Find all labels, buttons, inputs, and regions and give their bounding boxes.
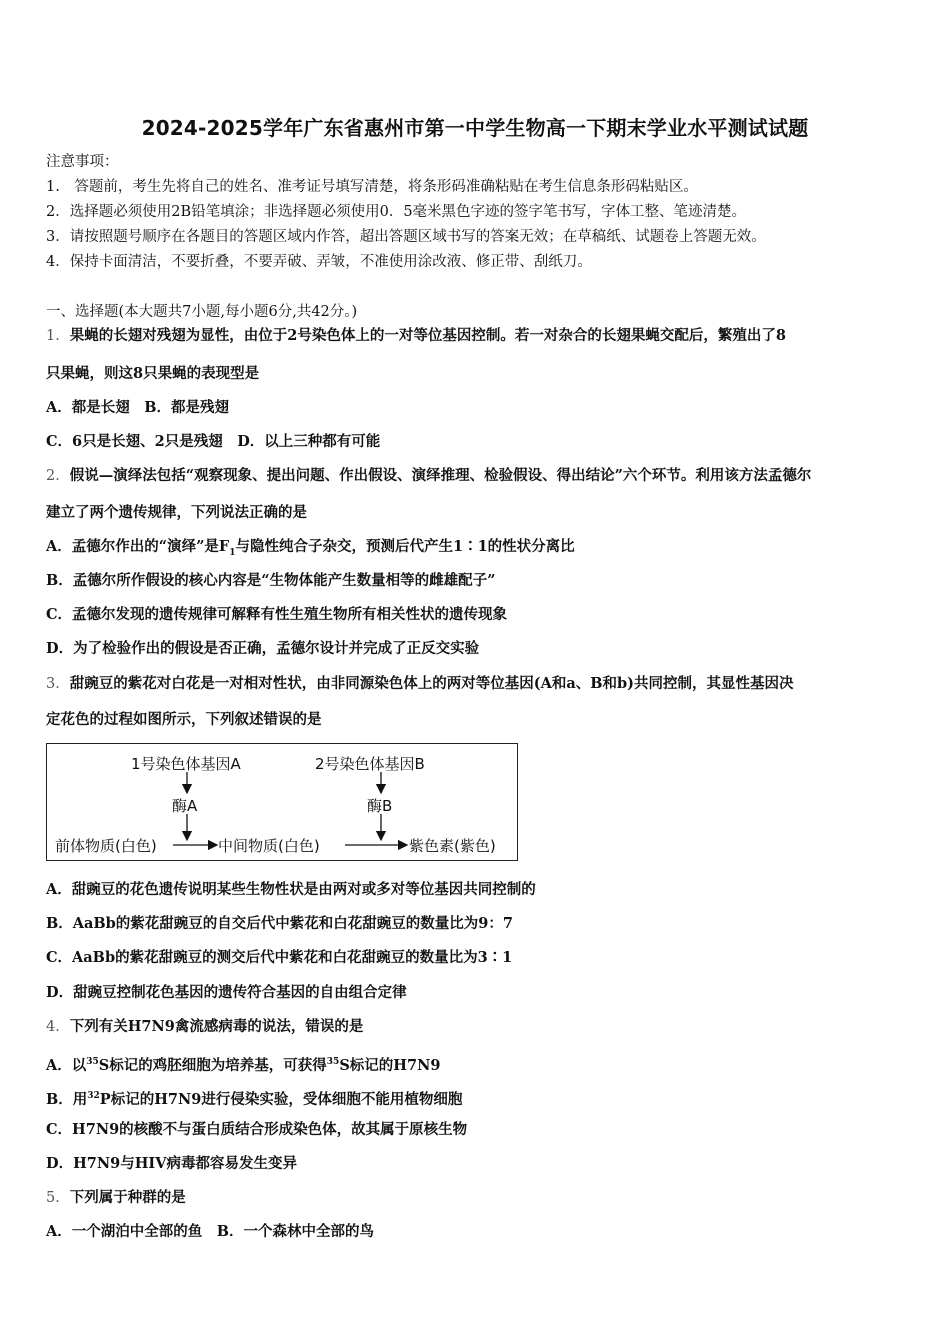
question-4-option-b: B．用$^{32}$P标记的H7N9进行侵染实验，受体细胞不能用植物细胞 (46, 1090, 463, 1108)
precursor-label: 前体物质(白色) (55, 837, 157, 855)
pathway-arrows (47, 744, 517, 860)
question-2-option-d: D．为了检验作出的假设是否正确，孟德尔设计并完成了正反交实验 (46, 640, 480, 657)
gene-b-label: 2号染色体基因B (315, 755, 425, 773)
intermediate-label: 中间物质(白色) (218, 837, 320, 855)
question-2-option-c: C．孟德尔发现的遗传规律可解释有性生殖生物所有相关性状的遗传现象 (46, 606, 508, 623)
question-5-options-ab: A．一个湖泊中全部的鱼 B．一个森林中全部的鸟 (46, 1223, 375, 1240)
question-1-options-ab: A．都是长翅 B．都是残翅 (46, 399, 230, 416)
question-number: 5． (46, 1190, 70, 1206)
question-4-option-a: A．以$^{35}$S标记的鸡胚细胞为培养基，可获得$^{35}$S标记的H7N9 (46, 1056, 441, 1074)
question-1-stem-cont: 只果蝇，则这8只果蝇的表现型是 (46, 365, 260, 382)
question-2-stem-cont: 建立了两个遗传规律，下列说法正确的是 (46, 504, 307, 521)
question-4-option-d: D．H7N9与HIV病毒都容易发生变异 (46, 1155, 297, 1172)
question-5-stem: 5．下列属于种群的是 (46, 1189, 186, 1206)
notice-item: 2．选择题必须使用2B铅笔填涂；非选择题必须使用0．5毫米黑色字迹的签字笔书写，字体工整、笔迹清楚。 (46, 204, 747, 220)
question-3-stem-cont: 定花色的过程如图所示，下列叙述错误的是 (46, 711, 322, 728)
enzyme-b-label: 酶B (367, 797, 393, 815)
question-2-option-b: B．孟德尔所作假设的核心内容是“生物体能产生数量相等的雌雄配子” (46, 572, 496, 589)
section-heading: 一、选择题(本大题共7小题,每小题6分,共42分。) (46, 304, 358, 320)
question-1-stem: 1．果蝇的长翅对残翅为显性，由位于2号染色体上的一对等位基因控制。若一对杂合的长翅果蝇交配后，繁殖出了8 (46, 327, 786, 344)
question-number: 4． (46, 1019, 70, 1035)
question-number: 2． (46, 468, 70, 484)
pigment-label: 紫色素(紫色) (409, 837, 496, 855)
question-number: 3． (46, 676, 70, 692)
question-number: 1． (46, 328, 70, 344)
gene-a-label: 1号染色体基因A (131, 755, 241, 773)
question-4-option-c: C．H7N9的核酸不与蛋白质结合形成染色体，故其属于原核生物 (46, 1121, 468, 1138)
question-3-option-a: A．甜豌豆的花色遗传说明某些生物性状是由两对或多对等位基因共同控制的 (46, 881, 536, 898)
question-3-stem: 3．甜豌豆的紫花对白花是一对相对性状，由非同源染色体上的两对等位基因(A和a、B和b)共同控制，其显性基因决 (46, 675, 794, 692)
question-4-stem: 4．下列有关H7N9禽流感病毒的说法，错误的是 (46, 1018, 364, 1035)
question-2-option-a: A．孟德尔作出的“演绎”是$F_1$与隐性纯合子杂交，预测后代产生1∶1的性状分离比 (46, 538, 575, 558)
question-3-option-c: C．AaBb的紫花甜豌豆的测交后代中紫花和白花甜豌豆的数量比为3∶1 (46, 949, 513, 966)
notice-item: 1. 答题前，考生先将自己的姓名、准考证号填写清楚，将条形码准确粘贴在考生信息条形码粘贴区。 (46, 179, 698, 195)
pathway-diagram (46, 743, 518, 861)
notice-item: 4．保持卡面清洁，不要折叠，不要弄破、弄皱，不准使用涂改液、修正带、刮纸刀。 (46, 254, 592, 270)
question-3-option-d: D．甜豌豆控制花色基因的遗传符合基因的自由组合定律 (46, 984, 407, 1001)
question-2-stem: 2．假说—演绎法包括“观察现象、提出问题、作出假设、演绎推理、检验假设、得出结论”六个环节。利用该方法孟德尔 (46, 467, 812, 484)
notice-item: 3．请按照题号顺序在各题目的答题区域内作答，超出答题区域书写的答案无效；在草稿纸、试题卷上答题无效。 (46, 229, 766, 245)
enzyme-a-label: 酶A (172, 797, 198, 815)
page-title: 2024-2025学年广东省惠州市第一中学生物高一下期末学业水平测试试题 (141, 116, 809, 140)
question-3-option-b: B．AaBb的紫花甜豌豆的自交后代中紫花和白花甜豌豆的数量比为9：7 (46, 915, 513, 932)
notice-heading: 注意事项： (46, 154, 119, 170)
question-1-options-cd: C．6只是长翅、2只是残翅 D．以上三种都有可能 (46, 433, 381, 450)
